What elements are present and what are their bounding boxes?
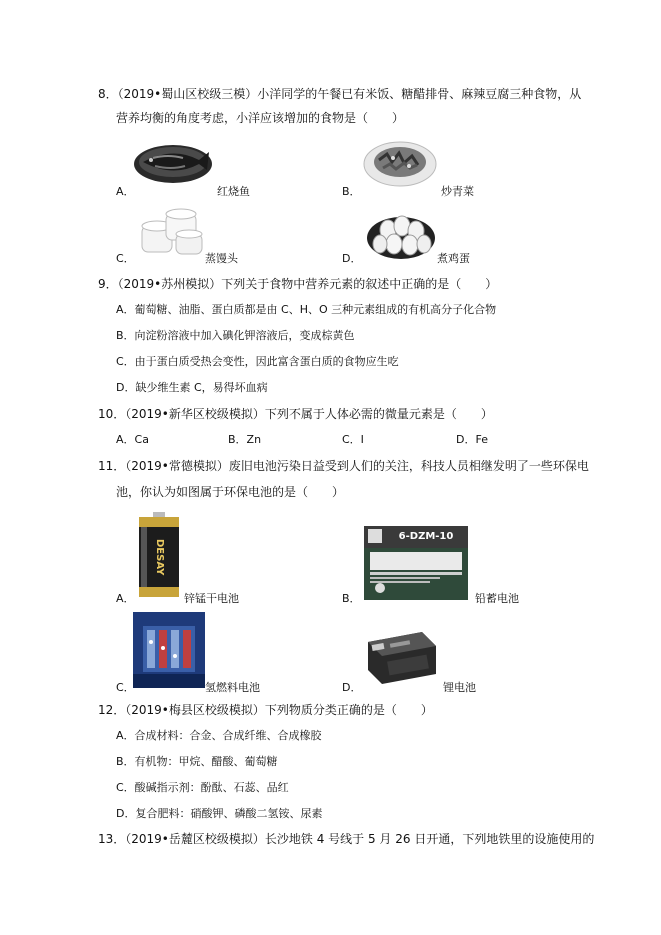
q8-option-a-caption: 红烧鱼: [217, 185, 250, 198]
q8-option-d-letter: D．: [342, 252, 362, 265]
q9-stem: 9．（2019•苏州模拟）下列关于食物中营养元素的叙述中正确的是（ ）: [98, 277, 498, 291]
q10-option-b: B．Zn: [228, 433, 262, 446]
q12-option-b: B．有机物：甲烷、醋酸、葡萄糖: [116, 755, 278, 768]
battery-brand-label: DESAY: [154, 538, 165, 576]
greens-dish-image: [363, 136, 438, 188]
steamed-buns-image: [136, 208, 206, 258]
q9-option-a: A．葡萄糖、油脂、蛋白质都是由 C、H、O 三种元素组成的有机高分子化合物: [116, 303, 497, 316]
q11-option-c-letter: C．: [116, 681, 135, 694]
q12-option-d: D．复合肥料：硝酸钾、磷酸二氢铵、尿素: [116, 807, 323, 820]
q11-stem-line2: 池，你认为如图属于环保电池的是（ ）: [116, 485, 345, 499]
q11-option-a-caption: 锌锰干电池: [184, 592, 239, 605]
q8-option-d-caption: 煮鸡蛋: [437, 252, 470, 265]
q8-option-b-caption: 炒青菜: [441, 185, 474, 198]
q11-option-b-letter: B．: [342, 592, 361, 605]
q11-stem-line1: 11．（2019•常德模拟）废旧电池污染日益受到人们的关注，科技人员相继发明了一些环保电: [98, 459, 589, 473]
q8-option-c-letter: C．: [116, 252, 135, 265]
q10-option-c: C．I: [342, 433, 364, 446]
boiled-eggs-image: [366, 206, 436, 260]
q8-stem-line2: 营养均衡的角度考虑，小洋应该增加的食物是（ ）: [116, 111, 405, 125]
q12-option-c: C．酸碱指示剂：酚酞、石蕊、品红: [116, 781, 289, 794]
q10-option-a: A．Ca: [116, 433, 149, 446]
q8-option-c-caption: 蒸馒头: [205, 252, 238, 265]
battery-model-label: 6-DZM-10: [398, 531, 454, 542]
q10-stem: 10．（2019•新华区校级模拟）下列不属于人体必需的微量元素是（ ）: [98, 407, 493, 421]
q8-stem-line1: 8．（2019•蜀山区校级三模）小洋同学的午餐已有米饭、糖醋排骨、麻辣豆腐三种食物，从: [98, 87, 582, 101]
lead-acid-battery-image: [364, 526, 468, 600]
q9-option-d: D．缺少维生素 C，易得坏血病: [116, 381, 268, 394]
q10-option-d: D．Fe: [456, 433, 488, 446]
q13-stem: 13．（2019•岳麓区校级模拟）长沙地铁 4 号线于 5 月 26 日开通，下列地铁里的设施使用的: [98, 832, 595, 846]
q11-option-c-caption: 氢燃料电池: [205, 681, 260, 694]
q8-option-b-letter: B．: [342, 185, 361, 198]
fish-dish-image: [133, 140, 213, 185]
q9-option-b: B．向淀粉溶液中加入碘化钾溶液后，变成棕黄色: [116, 329, 355, 342]
lithium-battery-image: [362, 628, 438, 688]
q11-option-a-letter: A．: [116, 592, 135, 605]
q8-option-a-letter: A．: [116, 185, 135, 198]
q12-stem: 12．（2019•梅县区校级模拟）下列物质分类正确的是（ ）: [98, 703, 433, 717]
q11-option-d-letter: D．: [342, 681, 362, 694]
fuel-cell-image: [133, 612, 205, 688]
q11-option-b-caption: 铅蓄电池: [475, 592, 519, 605]
q11-option-d-caption: 锂电池: [443, 681, 476, 694]
dry-battery-image: [137, 512, 181, 598]
q12-option-a: A．合成材料：合金、合成纤维、合成橡胶: [116, 729, 322, 742]
q9-option-c: C．由于蛋白质受热会变性，因此富含蛋白质的食物应生吃: [116, 355, 399, 368]
